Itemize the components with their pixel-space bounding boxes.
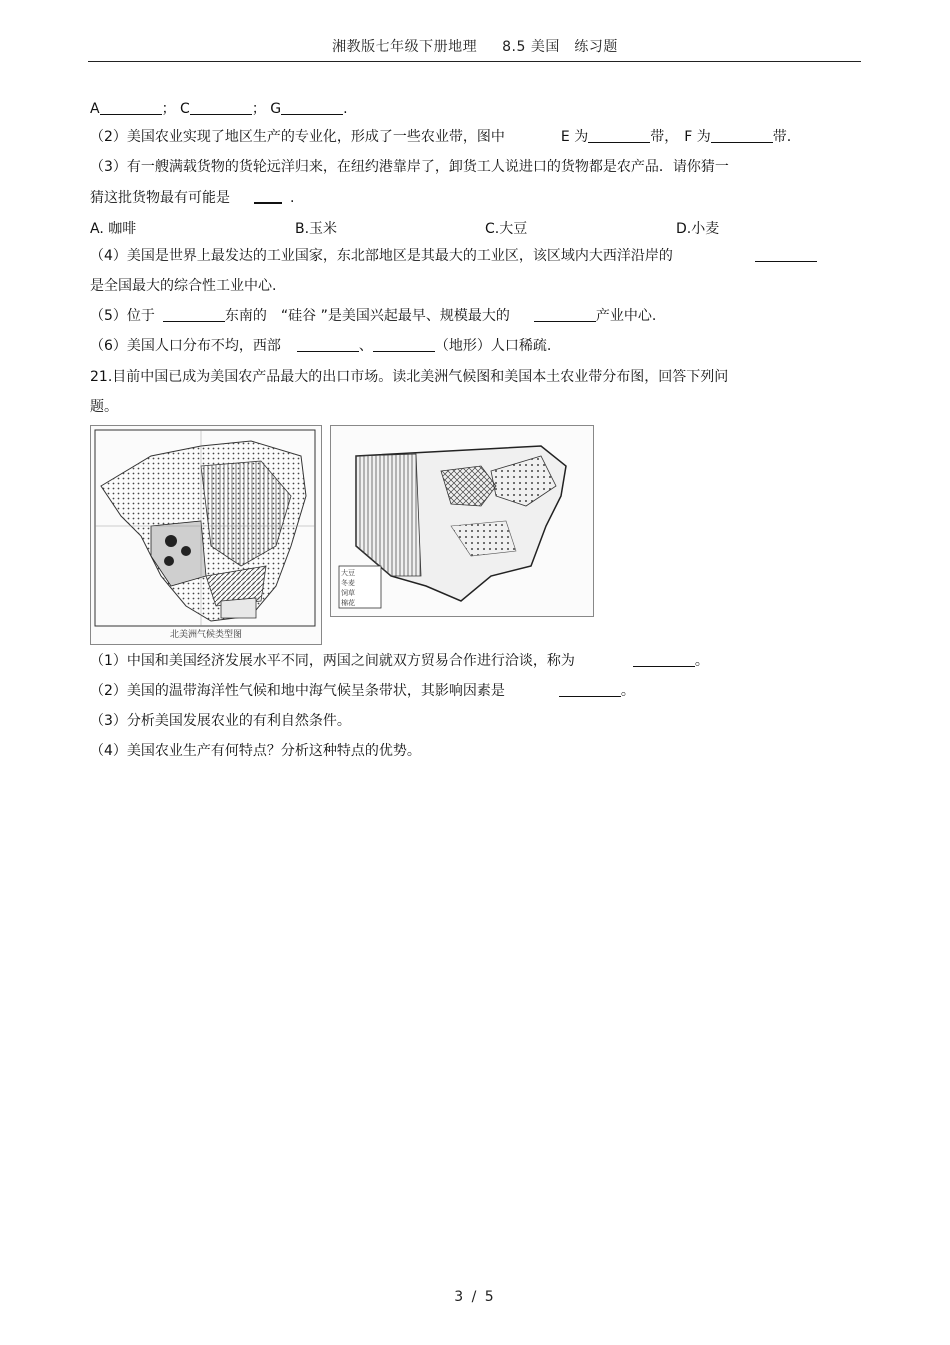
climate-map-figure bbox=[91, 426, 321, 644]
blank-s2[interactable] bbox=[559, 682, 621, 697]
blank-q6a[interactable] bbox=[297, 337, 359, 352]
option-c[interactable]: C.大豆 bbox=[485, 221, 528, 237]
legend-item: 大豆 bbox=[341, 569, 355, 577]
blank-q5b[interactable] bbox=[534, 307, 596, 322]
north-america-climate-map bbox=[90, 425, 322, 645]
question-6: （6）美国人口分布不均，西部 、 （地形）人口稀疏. bbox=[90, 338, 552, 354]
blank-g[interactable] bbox=[281, 100, 343, 115]
question-3-line2: 猜这批货物最有可能是 . bbox=[90, 190, 295, 206]
blank-q6b[interactable] bbox=[373, 337, 435, 352]
question-4-line1: （4）美国是世界上最发达的工业国家，东北部地区是其最大的工业区，该区域内大西洋沿岸的 bbox=[90, 247, 817, 265]
blank-q5a[interactable] bbox=[163, 307, 225, 322]
question-5: （5）位于 东南的 “硅谷 ”是美国兴起最早、规模最大的 产业中心. bbox=[90, 308, 657, 324]
agriculture-map-legend bbox=[341, 568, 355, 608]
blank-c[interactable] bbox=[190, 100, 252, 115]
sub-question-3: （3）分析美国发展农业的有利自然条件。 bbox=[90, 713, 351, 729]
agriculture-map-figure bbox=[331, 426, 593, 616]
header-subtitle: 8.5 美国 练习题 bbox=[502, 39, 618, 55]
legend-item: 冬麦 bbox=[341, 579, 355, 587]
blank-q3[interactable] bbox=[254, 188, 282, 204]
climate-map-caption: 北美洲气候类型图 bbox=[169, 630, 242, 640]
header-rule bbox=[88, 61, 861, 62]
question-21-line2: 题。 bbox=[90, 399, 118, 415]
question-3-line1: （3）有一艘满载货物的货轮远洋归来，在纽约港靠岸了，卸货工人说进口的货物都是农产品．请你猜一 bbox=[90, 159, 729, 175]
option-b[interactable]: B.玉米 bbox=[295, 221, 338, 237]
header-title: 湘教版七年级下册地理 bbox=[332, 39, 478, 55]
question-4-line2: 是全国最大的综合性工业中心. bbox=[90, 278, 277, 294]
us-agriculture-belt-map bbox=[330, 425, 594, 617]
blank-q4[interactable] bbox=[755, 247, 817, 262]
legend-item: 饲草 bbox=[341, 589, 355, 597]
sub-question-1: （1）中国和美国经济发展水平不同，两国之间就双方贸易合作进行洽谈，称为 。 bbox=[90, 653, 709, 669]
sub-question-2: （2）美国的温带海洋性气候和地中海气候呈条带状，其影响因素是 。 bbox=[90, 683, 635, 699]
option-d[interactable]: D.小麦 bbox=[676, 221, 720, 237]
page-header bbox=[0, 36, 950, 56]
blank-f[interactable] bbox=[711, 128, 773, 143]
legend-item: 棉花 bbox=[341, 599, 355, 607]
question-2: （2）美国农业实现了地区生产的专业化，形成了一些农业带，图中 E 为 带， F 为 带. bbox=[90, 129, 792, 145]
blank-s1[interactable] bbox=[633, 652, 695, 667]
page-number: 3 / 5 bbox=[454, 1289, 496, 1305]
option-a[interactable]: A. 咖啡 bbox=[90, 221, 137, 237]
blank-a[interactable] bbox=[100, 100, 162, 115]
blank-e[interactable] bbox=[588, 128, 650, 143]
question-21-line1: 21.目前中国已成为美国农产品最大的出口市场。读北美洲气候图和美国本土农业带分布图，回答下列问 bbox=[90, 369, 729, 385]
answer-line-acg: A ； C ； G . bbox=[90, 101, 348, 117]
sub-question-4: （4）美国农业生产有何特点？分析这种特点的优势。 bbox=[90, 743, 421, 759]
